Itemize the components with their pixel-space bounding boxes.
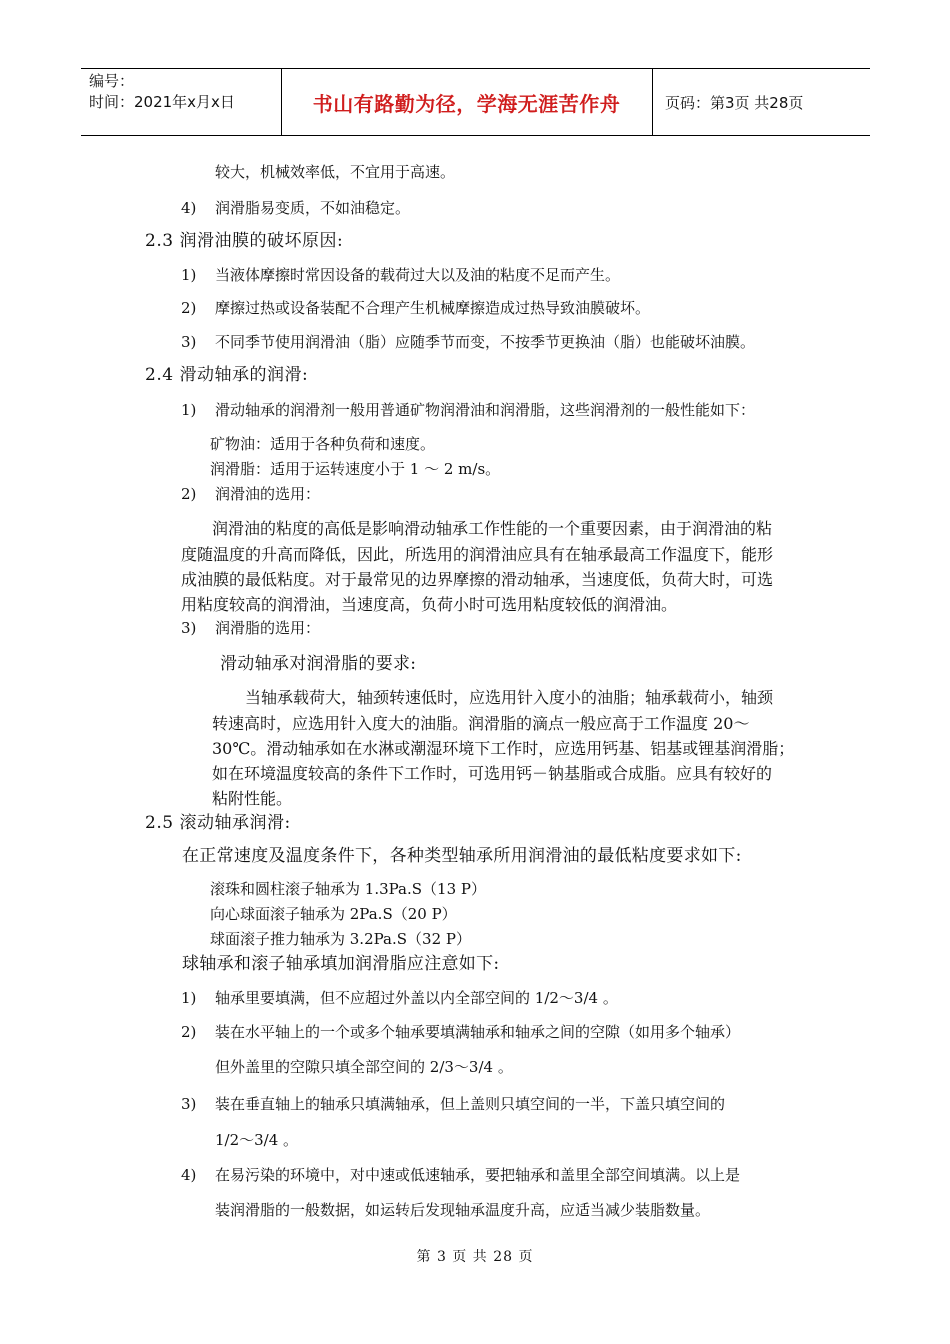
list-text: 装在垂直轴上的轴承只填满轴承，但上盖则只填空间的一半，下盖只填空间的	[215, 1095, 726, 1113]
list-text: 不同季节使用润滑油（脂）应随季节而变，不按季节更换油（脂）也能破坏油膜。	[215, 333, 756, 351]
paragraph-line: 成油膜的最低粘度。对于最常见的边界摩擦的滑动轴承，当速度低，负荷大时，可选	[181, 570, 774, 589]
section-heading-2-4: 2.4 滑动轴承的润滑:	[145, 365, 309, 385]
paragraph-line: 粘附性能。	[212, 789, 293, 808]
list-number: 2)	[181, 485, 197, 503]
paragraph-line: 当轴承载荷大，轴颈转速低时，应选用针入度小的油脂；轴承载荷小，轴颈	[245, 688, 774, 707]
list-number: 1)	[181, 266, 197, 284]
doc-date: 时间：2021年x月x日	[89, 93, 235, 111]
list-number: 3)	[181, 1095, 197, 1113]
text-line: 较大，机械效率低，不宜用于高速。	[215, 163, 456, 181]
list-item	[181, 1165, 740, 1185]
text-line: 向心球面滚子轴承为 2Pa.S（20 P）	[210, 905, 457, 923]
list-text: 装在水平轴上的一个或多个轴承要填满轴承和轴承之间的空隙（如用多个轴承）	[215, 1023, 741, 1041]
list-text: 当液体摩擦时常因设备的载荷过大以及油的粘度不足而产生。	[215, 266, 621, 284]
list-number: 1)	[181, 401, 197, 419]
list-item	[181, 198, 410, 218]
paragraph-line: 用粘度较高的润滑油，当速度高，负荷小时可选用粘度较低的润滑油。	[181, 595, 678, 614]
text-line: 矿物油：适用于各种负荷和速度。	[210, 435, 436, 453]
section-heading-2-3: 2.3 润滑油膜的破坏原因:	[145, 231, 344, 251]
list-text: 润滑脂易变质，不如油稳定。	[215, 199, 411, 217]
page-footer: 第 3 页 共 28 页	[416, 1249, 534, 1265]
list-item	[181, 400, 755, 420]
subheading: 在正常速度及温度条件下，各种类型轴承所用润滑油的最低粘度要求如下:	[182, 846, 742, 866]
text-line: 装润滑脂的一般数据，如运转后发现轴承温度升高，应适当减少装脂数量。	[215, 1201, 711, 1219]
list-item	[181, 332, 755, 352]
text-line: 润滑脂：适用于运转速度小于 1 ～ 2 m/s。	[210, 460, 501, 478]
section-heading-2-5: 2.5 滚动轴承润滑:	[145, 813, 291, 833]
paragraph-line: 30℃。滑动轴承如在水淋或潮湿环境下工作时，应选用钙基、铝基或锂基润滑脂；	[212, 739, 795, 758]
text-line: 1/2～3/4 。	[215, 1131, 299, 1149]
list-text: 在易污染的环境中，对中速或低速轴承，要把轴承和盖里全部空间填满。以上是	[215, 1166, 741, 1184]
paragraph-line: 度随温度的升高而降低，因此，所选用的润滑油应具有在轴承最高工作温度下，能形	[181, 545, 774, 564]
list-text: 润滑油的选用：	[215, 485, 321, 503]
subheading: 滑动轴承对润滑脂的要求:	[220, 654, 417, 674]
list-number: 4)	[181, 199, 197, 217]
list-number: 3)	[181, 333, 197, 351]
header-meta	[89, 71, 235, 113]
list-number: 4)	[181, 1166, 197, 1184]
header-divider-2	[652, 68, 653, 136]
header-motto: 书山有路勤为径，学海无涯苦作舟	[312, 91, 621, 116]
list-item	[181, 988, 618, 1008]
list-item	[181, 265, 620, 285]
list-text: 润滑脂的选用：	[215, 619, 321, 637]
list-item	[181, 618, 320, 638]
text-line: 滚珠和圆柱滚子轴承为 1.3Pa.S（13 P）	[210, 880, 486, 898]
list-number: 2)	[181, 299, 197, 317]
paragraph-line: 如在环境温度较高的条件下工作时，可选用钙－钠基脂或合成脂。应具有较好的	[212, 764, 773, 783]
header-page-number: 页码：第3页 共28页	[665, 94, 804, 112]
list-text: 滑动轴承的润滑剂一般用普通矿物润滑油和润滑脂，这些润滑剂的一般性能如下：	[215, 401, 756, 419]
list-item	[181, 1094, 725, 1114]
paragraph-line: 润滑油的粘度的高低是影响滑动轴承工作性能的一个重要因素，由于润滑油的粘	[212, 519, 773, 538]
list-number: 1)	[181, 989, 197, 1007]
list-number: 3)	[181, 619, 197, 637]
document-header	[81, 68, 870, 136]
text-line: 球面滚子推力轴承为 3.2Pa.S（32 P）	[210, 930, 471, 948]
subheading: 球轴承和滚子轴承填加润滑脂应注意如下:	[182, 954, 500, 974]
doc-code: 编号：	[89, 72, 135, 90]
list-item	[181, 484, 320, 504]
list-text: 摩擦过热或设备装配不合理产生机械摩擦造成过热导致油膜破坏。	[215, 299, 651, 317]
text-line: 但外盖里的空隙只填全部空间的 2/3～3/4 。	[215, 1058, 513, 1076]
list-item	[181, 1022, 740, 1042]
list-number: 2)	[181, 1023, 197, 1041]
paragraph-line: 转速高时，应选用针入度大的油脂。润滑脂的滴点一般应高于工作温度 20～	[212, 714, 750, 733]
list-text: 轴承里要填满，但不应超过外盖以内全部空间的 1/2～3/4 。	[215, 989, 618, 1007]
list-item	[181, 298, 650, 318]
